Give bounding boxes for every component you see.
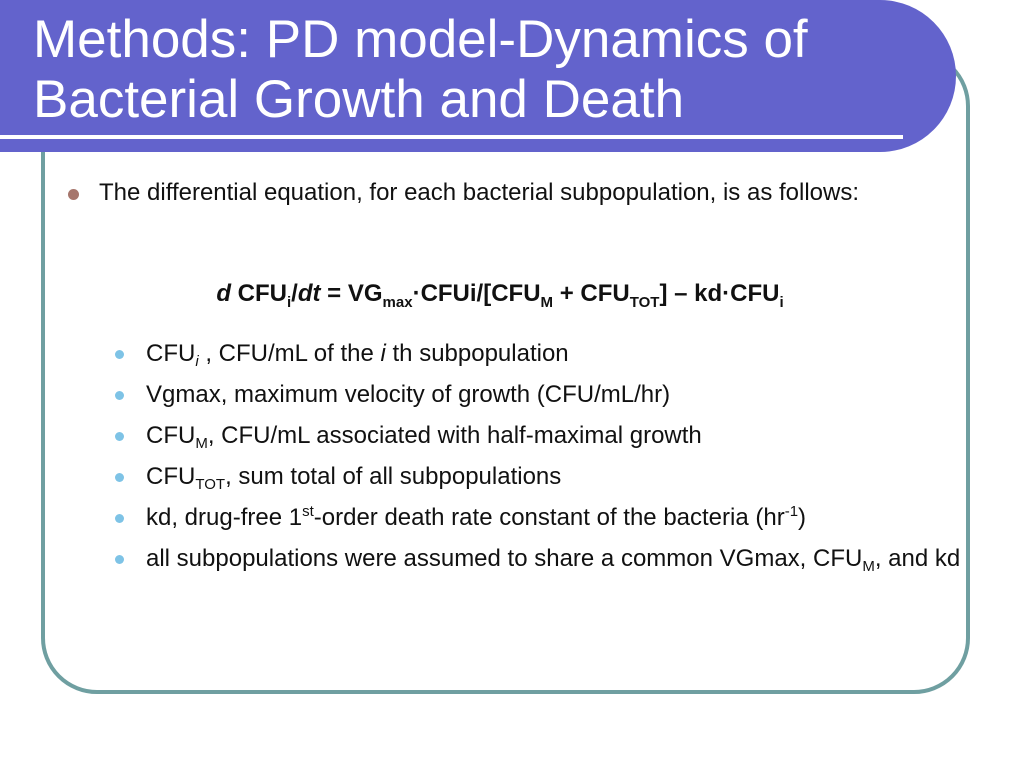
title-line-1: Methods: PD model-Dynamics of <box>33 10 808 69</box>
title-underline <box>0 135 903 139</box>
def-cfu-m <box>115 419 975 453</box>
def-cfu-i-base: CFU <box>146 340 196 367</box>
def-kd-mid: -order death rate constant of the bacteria (hr <box>313 504 785 531</box>
def-cfu-i-text <box>146 337 975 371</box>
def-vgmax <box>115 378 975 412</box>
eq-sub-m: M <box>540 294 554 311</box>
def-kd <box>115 501 975 535</box>
eq-sub-max: max <box>382 294 413 311</box>
def-shared-text <box>146 542 975 576</box>
eq-close-kd: ] – kd <box>659 280 723 307</box>
eq-sub-tot: TOT <box>629 294 660 311</box>
eq-sub-i-2: i <box>779 294 784 311</box>
differential-equation <box>100 280 900 311</box>
def-shared-post: , and kd <box>874 545 961 572</box>
eq-vg: = VG <box>320 280 383 307</box>
def-kd-sup-st: st <box>302 503 314 520</box>
def-cfu-tot-base: CFU <box>146 463 196 490</box>
def-cfu-tot-text <box>146 460 975 494</box>
eq-dt: dt <box>297 280 321 307</box>
sub-bullet-dot-icon <box>115 391 124 400</box>
def-cfu-i-post: th subpopulation <box>385 340 569 367</box>
def-vgmax-text: Vgmax, maximum velocity of growth (CFU/mL/hr) <box>146 381 671 408</box>
eq-dot-1: · <box>412 280 421 307</box>
main-bullet <box>68 176 918 210</box>
def-kd-post: ) <box>798 504 807 531</box>
def-cfu-tot-rest: , sum total of all subpopulations <box>225 463 562 490</box>
def-cfu-i <box>115 337 975 371</box>
eq-sub-i: i <box>287 294 292 311</box>
def-kd-text <box>146 501 975 535</box>
slide-title <box>33 10 933 130</box>
def-cfu-m-base: CFU <box>146 422 196 449</box>
eq-plus-cfu: + CFU <box>553 280 630 307</box>
def-kd-pre: kd, drug-free 1 <box>146 504 303 531</box>
title-line-2: Bacterial Growth and Death <box>33 70 685 129</box>
eq-dot-2: · <box>722 280 731 307</box>
bullet-dot-icon <box>68 189 79 200</box>
def-cfu-i-ital: i <box>380 340 386 367</box>
def-cfu-tot-sub: TOT <box>195 476 226 493</box>
def-cfu-tot <box>115 460 975 494</box>
def-shared-sub: M <box>862 558 875 575</box>
def-cfu-i-pre: , CFU/mL of the <box>198 340 381 367</box>
def-cfu-i-sub: i <box>195 353 199 370</box>
sub-bullet-dot-icon <box>115 473 124 482</box>
sub-bullet-dot-icon <box>115 555 124 564</box>
eq-slash: / <box>291 280 298 307</box>
def-cfu-m-rest: , CFU/mL associated with half-maximal growth <box>207 422 702 449</box>
title-banner <box>0 0 956 152</box>
def-cfu-m-sub: M <box>195 435 208 452</box>
def-cfu-m-text <box>146 419 975 453</box>
def-shared <box>115 542 975 576</box>
eq-cfu: CFU <box>237 280 287 307</box>
sub-bullet-dot-icon <box>115 432 124 441</box>
sub-bullet-dot-icon <box>115 514 124 523</box>
sub-bullet-dot-icon <box>115 350 124 359</box>
def-shared-pre: all subpopulations were assumed to share a common VGmax, CFU <box>146 545 863 572</box>
def-kd-sup-neg1: -1 <box>784 503 799 520</box>
main-bullet-text: The differential equation, for each bacterial subpopulation, is as follows: <box>99 179 860 206</box>
eq-cfu-2: CFU <box>730 280 780 307</box>
eq-cfui-frac: CFUi/[CFU <box>420 280 541 307</box>
eq-d: d <box>216 280 231 307</box>
definitions-list <box>115 337 975 583</box>
